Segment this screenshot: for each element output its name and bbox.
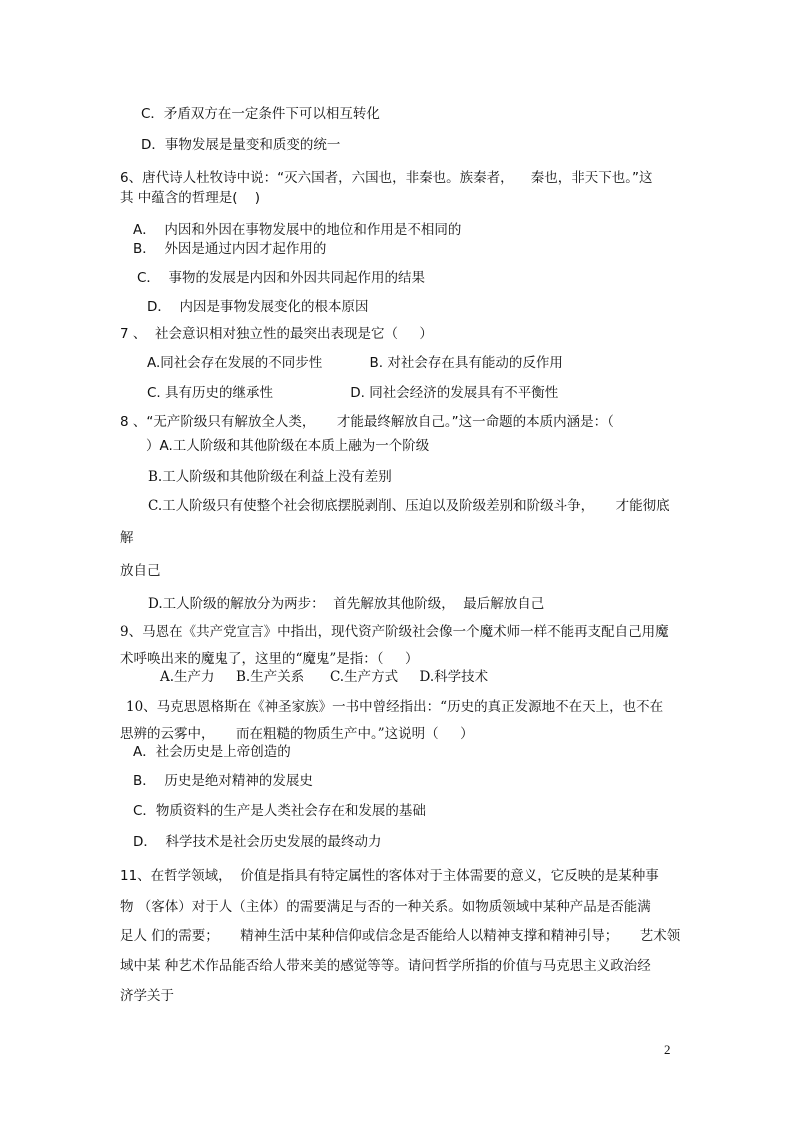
q6-option-a: A． 内因和外因在事物发展中的地位和作用是不相同的 xyxy=(133,222,462,238)
q6-option-b: B． 外因是通过内因才起作用的 xyxy=(133,241,327,257)
q5-option-c: C．矛盾双方在一定条件下可以相互转化 xyxy=(141,106,380,122)
q8-option-c-cont2: 放自己 xyxy=(120,563,161,579)
q8-option-d: D.工人阶级的解放分为两步： 首先解放其他阶级， 最后解放自己 xyxy=(148,596,545,612)
q11-stem-line3: 足人 们的需要； 精神生活中某种信仰或信念是否能给人以精神支撑和精神引导； 艺术领 xyxy=(120,928,681,944)
q11-stem-line4: 域中某 种艺术作品能否给人带来美的感觉等等。请问哲学所指的价值与马克思主义政治经 xyxy=(120,958,651,974)
q6-option-d: D． 内因是事物发展变化的根本原因 xyxy=(147,299,369,315)
q6-stem-line1: 6、唐代诗人杜牧诗中说：“灭六国者，六国也，非秦也。族秦者， 秦也，非天下也。”这 xyxy=(120,170,653,186)
q10-stem-line1: 10、马克思恩格斯在《神圣家族》一书中曾经指出：“历史的真正发源地不在天上，也不在 xyxy=(126,699,664,715)
q10-stem-line2: 思辨的云雾中， 而在粗糙的物质生产中。”这说明（ ） xyxy=(120,726,474,742)
q6-option-c: C． 事物的发展是内因和外因共同起作用的结果 xyxy=(137,270,426,286)
q7-stem: 7 、 社会意识相对独立性的最突出表现是它（ ） xyxy=(120,326,433,342)
q8-option-c-cont1: 解 xyxy=(120,530,134,546)
q11-stem-line5: 济学关于 xyxy=(120,988,174,1004)
q7-options-cd: C. 具有历史的继承性 D. 同社会经济的发展具有不平衡性 xyxy=(147,385,559,401)
q9-options: A.生产力 B.生产关系 C.生产方式 D.科学技术 xyxy=(160,669,489,685)
page-number: 2 xyxy=(664,1042,671,1057)
q9-stem-line1: 9、马恩在《共产党宣言》中指出，现代资产阶级社会像一个魔术师一样不能再支配自己用魔 xyxy=(120,624,669,640)
q9-stem-line2: 术呼唤出来的魔鬼了，这里的“魔鬼”是指：（ ） xyxy=(120,651,419,667)
q8-stem-line2: ）A.工人阶级和其他阶级在本质上融为一个阶级 xyxy=(146,438,430,454)
q10-option-b: B． 历史是绝对精神的发展史 xyxy=(133,773,313,789)
q7-options-ab: A.同社会存在发展的不同步性 B. 对社会存在具有能动的反作用 xyxy=(147,355,563,371)
q10-option-a: A．社会历史是上帝创造的 xyxy=(133,744,291,760)
q5-option-d: D．事物发展是量变和质变的统一 xyxy=(141,137,341,153)
q6-stem-line2: 其 中蕴含的哲理是( ) xyxy=(120,190,260,206)
q10-option-c: C．物质资料的生产是人类社会存在和发展的基础 xyxy=(133,803,426,819)
q8-option-c: C.工人阶级只有使整个社会彻底摆脱剥削、压迫以及阶级差别和阶级斗争， 才能彻底 xyxy=(148,498,670,514)
q11-stem-line2: 物 （客体）对于人（主体）的需要满足与否的一种关系。如物质领域中某种产品是否能满 xyxy=(120,899,651,915)
q8-stem-line1: 8 、“无产阶级只有解放全人类， 才能最终解放自己。”这一命题的本质内涵是：（ xyxy=(120,414,614,430)
q11-stem-line1: 11、在哲学领域， 价值是指具有特定属性的客体对于主体需要的意义，它反映的是某种事 xyxy=(120,868,659,884)
q10-option-d: D． 科学技术是社会历史发展的最终动力 xyxy=(133,834,382,850)
q8-option-b: B.工人阶级和其他阶级在利益上没有差别 xyxy=(148,469,392,485)
